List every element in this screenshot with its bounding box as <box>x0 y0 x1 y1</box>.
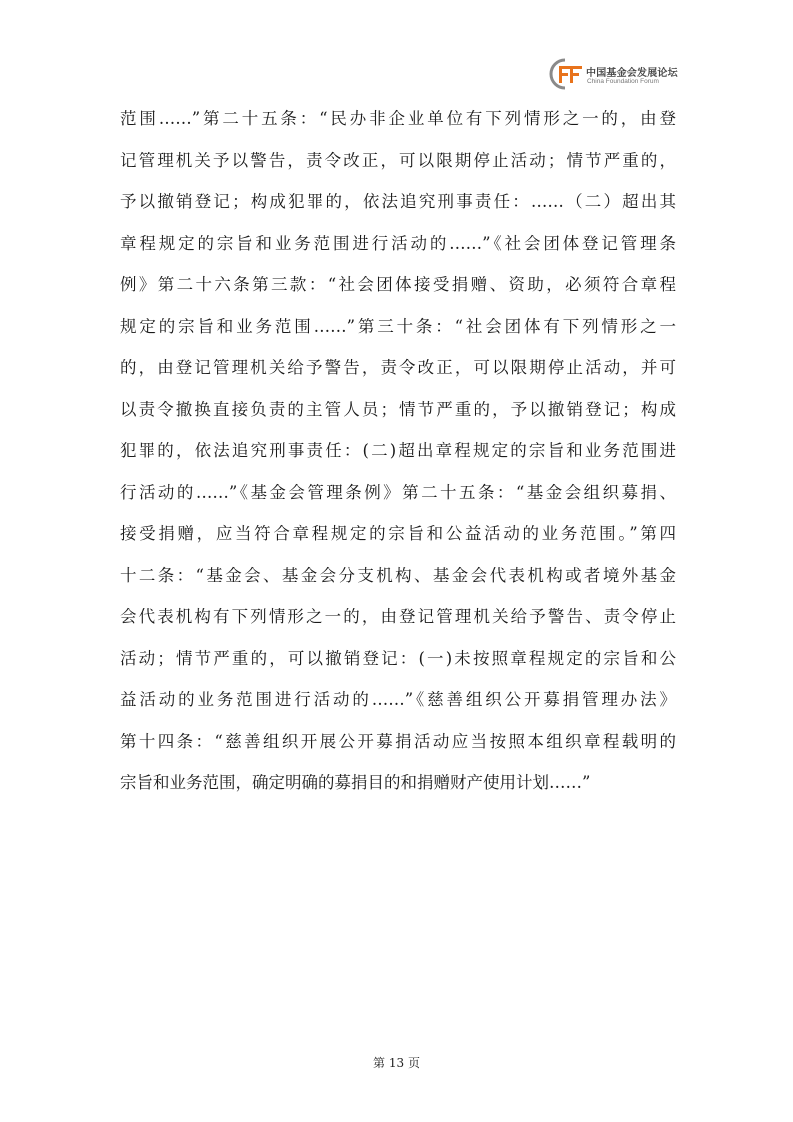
text-line: 行活动的……”《基金会管理条例》第二十五条：“基金会组织募捐、 <box>120 482 676 502</box>
text-line: 活动；情节严重的，可以撤销登记：(一)未按照章程规定的宗旨和公 <box>120 648 676 668</box>
text-line: 记管理机关予以警告，责令改正，可以限期停止活动；情节严重的， <box>120 150 676 170</box>
page-number: 第 13 页 <box>373 1056 420 1070</box>
text-line: 例》第二十六条第三款：“社会团体接受捐赠、资助，必须符合章程 <box>120 275 676 294</box>
text-line: 接受捐赠，应当符合章程规定的宗旨和公益活动的业务范围。”第四 <box>120 524 676 543</box>
text-line: 以责令撤换直接负责的主管人员；情节严重的，予以撤销登记；构成 <box>120 399 676 419</box>
logo-title-en: China Foundation Forum <box>587 78 659 85</box>
body-paragraph <box>120 98 676 804</box>
text-line: 第十四条：“慈善组织开展公开募捐活动应当按照本组织章程载明的 <box>120 731 676 751</box>
text-line: 范围……”第二十五条：“民办非企业单位有下列情形之一的，由登 <box>120 109 676 128</box>
logo-title-cn: 中国基金会发展论坛 <box>586 68 678 79</box>
text-line: 宗旨和业务范围，确定明确的募捐目的和捐赠财产使用计划……” <box>120 773 591 792</box>
text-line: 十二条：“基金会、基金会分支机构、基金会代表机构或者境外基金 <box>120 565 676 585</box>
text-line: 益活动的业务范围进行活动的……”《慈善组织公开募捐管理办法》 <box>120 690 676 709</box>
header-logo <box>548 57 678 93</box>
text-line: 犯罪的，依法追究刑事责任：(二)超出章程规定的宗旨和业务范围进 <box>120 441 676 460</box>
text-line: 的，由登记管理机关给予警告，责令改正，可以限期停止活动，并可 <box>120 358 676 377</box>
foundation-forum-logo-icon <box>548 57 586 91</box>
text-line: 章程规定的宗旨和业务范围进行活动的……”《社会团体登记管理条 <box>120 233 676 253</box>
text-line: 规定的宗旨和业务范围……”第三十条：“社会团体有下列情形之一 <box>120 316 676 336</box>
text-line: 会代表机构有下列情形之一的，由登记管理机关给予警告、责令停止 <box>120 607 676 626</box>
text-line: 予以撤销登记；构成犯罪的，依法追究刑事责任：……（二）超出其 <box>120 192 676 211</box>
